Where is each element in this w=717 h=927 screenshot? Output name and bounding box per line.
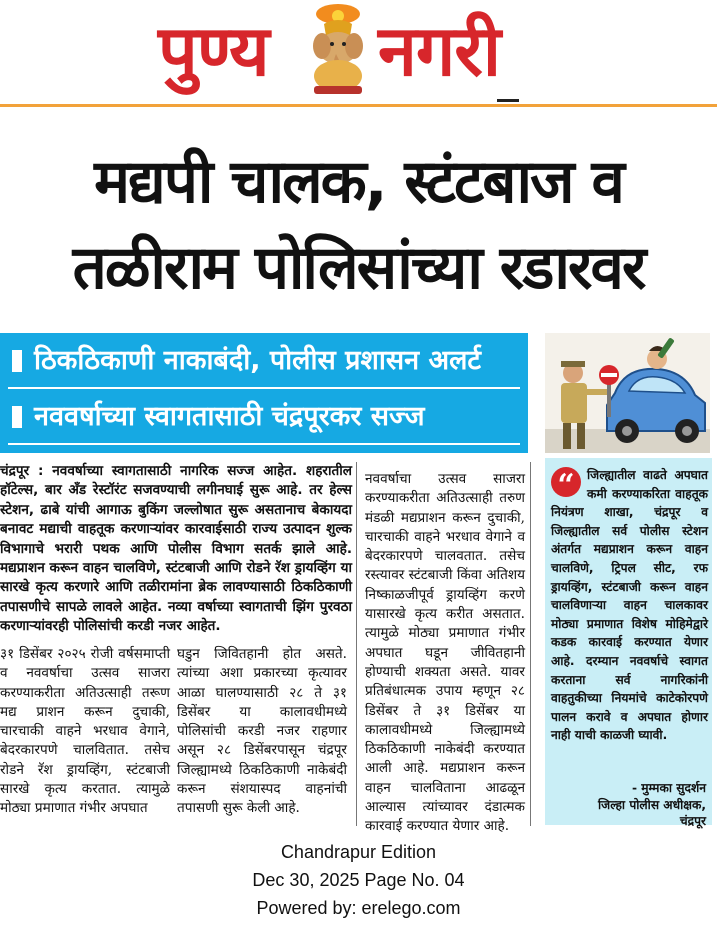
headline-line-2: तळीराम पोलिसांच्या रडारवर bbox=[72, 233, 645, 303]
ganesha-logo-icon bbox=[300, 2, 376, 98]
banner-divider bbox=[8, 387, 520, 389]
article-lead: चंद्रपूर : नववर्षाच्या स्वागतासाठी नागरिक सज्ज आहेत. शहरातील हॉटेल्स, बार अँड रेस्टॉरंट सजवण्याची लगीनघाई सुरू आहे. तर हेल्स स्टेशन, ढाबे यांची आगाऊ बुकिंग जल्लोषात सुरू असतानाच बेकायदा बनावट मद्याची वाहतूक करणाऱ्यांवर कारवाईसाठी राज्य उत्पादन शुल्क विभागाचे भरारी पथक आणि पोलीस विभाग सतर्क झाले आहे. मद्यप्राशन करून वाहन चालविणे, स्टंटबाजी आणि रोडने रॅश ड्रायव्हिंग या सारखे कृत्य करणारे आणि तळीरामांना ब्रेक लावण्यासाठी ठिकठिकाणी तपासणीचे सापळे लावले आहेत. नव्या वर्षाच्या स्वागताची झिंग पुरवठा करणाऱ्यांवरही पोलिसांची करडी नजर आहेत. bbox=[0, 463, 352, 635]
headline-line-1: मद्यपी चालक, स्टंटबाज व bbox=[94, 147, 623, 217]
bullet-square-icon bbox=[12, 406, 22, 428]
footer-date-page: Dec 30, 2025 Page No. 04 bbox=[252, 870, 465, 890]
page-footer bbox=[0, 838, 717, 922]
quote-text-block bbox=[551, 466, 708, 776]
banner-divider-bottom bbox=[8, 443, 520, 445]
article-column-3: नववर्षाचा उत्सव साजरा करण्याकरीता अतिउत्साही तरुण मंडळी मद्यप्राशन करून दुचाकी, चारचाकी वाहने भरधाव वेगाने व बेदरकारपणे चालवतात. तसेच रस्त्यावर स्टंटबाजी किंवा अतिशय निष्काळजीपूर्व ड्रायव्हिंग करणे यासारखे कृत्य करीत असतात. त्यामुळे मोठ्या प्रमाणात गंभीर अपघात घडून जीवितहानी होण्याची शक्यता असते. यावर प्रतिबंधात्मक उपाय म्हणून २८ डिसेंबर ते ३१ डिसेंबर या कालावधीमध्ये जिल्ह्यामध्ये ठिकठिकाणी नाकेबंदी करण्यात आली आहे. मद्यप्राशन करून वाहन चालविताना आढळून आल्यास त्यांच्यावर दंडात्मक कारवाई करण्यात येणार आहे. bbox=[365, 471, 525, 835]
subhead-text-1: ठिकठिकाणी नाकाबंदी, पोलीस प्रशासन अलर्ट bbox=[34, 345, 482, 376]
article-column-1: ३१ डिसेंबर २०२५ रोजी वर्षसमाप्ती व नववर्षाचा उत्सव साजरा करण्याकरीता अतिउत्साही तरूण मद्य प्राशन करून दुचाकी, चारचाकी वाहने भरधाव वेगाने, बेदरकारपणे चालवितात. तसेच रोडने रॅश ड्रायव्हिंग, स्टंटबाजी सारखे कृत्य करतात. त्यामुळे मोठ्या प्रमाणात गंभीर अपघात bbox=[0, 646, 170, 817]
subhead-row-1 bbox=[8, 339, 524, 383]
subhead-banner bbox=[0, 333, 528, 453]
column-divider bbox=[530, 462, 531, 826]
footer-edition: Chandrapur Edition bbox=[280, 842, 437, 862]
subhead-row-2 bbox=[8, 395, 524, 439]
masthead bbox=[0, 0, 717, 112]
quote-signature bbox=[546, 780, 706, 830]
bullet-square-icon bbox=[12, 350, 22, 372]
quote-box bbox=[545, 458, 712, 828]
quote-sign-title: जिल्हा पोलीस अधीक्षक, bbox=[598, 797, 706, 812]
masthead-title-right: नगरी bbox=[378, 10, 501, 92]
masthead-rule bbox=[0, 104, 717, 107]
quote-sign-name: - मुम्मका सुदर्शन bbox=[631, 781, 706, 795]
article-column-2: घडुन जिवितहानी होत असते. त्यांच्या अशा प्रकारच्या कृत्यावर आळा घालण्यासाठी २८ ते ३१ डिसेंबर या कालावधीमध्ये पोलिसांची करडी नजर राहणार असून २८ डिसेंबरपासून चंद्रपूर जिल्ह्यामध्ये ठिकठिकाणी नाकेबंदी करून संशयास्पद वाहनांची तपासणी सुरू केली आहे. bbox=[177, 646, 347, 817]
quote-sign-place: चंद्रपूर bbox=[679, 814, 706, 828]
subhead-text-2: नववर्षाच्या स्वागतासाठी चंद्रपूरकर सज्ज bbox=[34, 401, 425, 432]
column-divider bbox=[356, 462, 357, 826]
masthead-dash bbox=[497, 99, 519, 102]
footer-powered-by: Powered by: erelego.com bbox=[256, 898, 461, 918]
quote-text: जिल्ह्यातील वाढते अपघात कमी करण्याकरिता वाहतूक नियंत्रण शाखा, चंद्रपूर व जिल्ह्यातील सर्व पोलीस स्टेशन अंतर्गत मद्यप्राशन करून वाहन चालविणे, ट्रिपल सीट, रफ ड्रायव्हिंग, स्टंटबाजी करून वाहन चालविणाऱ्या वाहन चालकावर मोठ्या प्रमाणात विशेष मोहिमेद्वारे कडक कारवाई करण्यात येणार आहे. दरम्यान नववर्षाचे स्वागत करताना सर्व नागरिकांनी वाहतुकीच्या नियमांचे काटेकोरपणे पालन करावे व अपघात होणार नाही याची काळजी घ्यावी. bbox=[551, 468, 708, 743]
drunk-driver-illustration-icon bbox=[545, 333, 710, 453]
quote-mark-icon: “ bbox=[551, 467, 581, 497]
masthead-title-left: पुण्य bbox=[158, 10, 269, 92]
